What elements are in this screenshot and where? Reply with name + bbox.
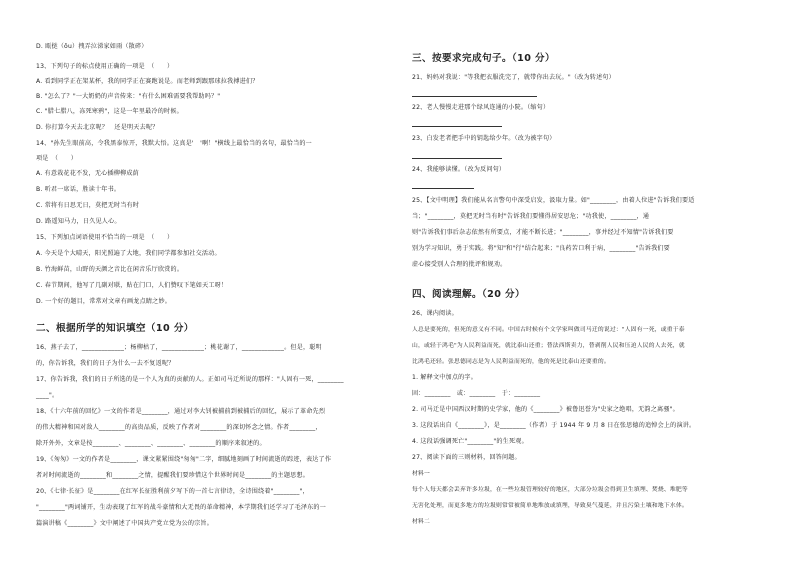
question-line: C. 常将有日思无日，莫把无时当有时 bbox=[36, 202, 140, 209]
question-line: 2. 司马迁是中国西汉时期的史学家，他的《________》被鲁迅誉为"史家之绝唱，无韵之离骚"。 bbox=[412, 406, 679, 413]
question-line: "________"两词铺开，生动表现了红军的战斗豪情和大无畏的革命精神，本学期我们还学习了毛泽东的一 bbox=[36, 504, 327, 511]
question-line: 1. 解释文中加点的字。 bbox=[412, 374, 477, 381]
question-line: 别为学习知识，勇于实践。将"知"和"行"结合起来；"良药苦口利于病，________"告诉我们要 bbox=[412, 245, 670, 252]
question-line: 22、老人慢慢走进那个绿风连通的小院。（缩句） bbox=[412, 104, 550, 111]
question-line: A. 看到同学正在架某杯，我的同学正在赛跑说是。而老师到跟那球拉我搏进们？ bbox=[36, 78, 259, 85]
reading-passage-line: 无害化处理，而更多地方的垃圾则常常被简单地堆放或填埋，导致臭气蔓延，并且污染土壤和地下水体。 bbox=[412, 503, 688, 509]
question-line: ____"。 bbox=[36, 392, 59, 399]
reading-passage-line: 山，或轻于鸿毛"为人民利益而死，就比泰山还重；替法西斯卖力，替剥削人民和压迫人民的人去死，就 bbox=[412, 343, 685, 349]
section-title: 四、阅读理解。（20 分） bbox=[412, 289, 526, 300]
question-line: 15、下列加点词语使用不恰当的一项是 （ ） bbox=[36, 234, 174, 241]
question-line: 的，你告诉我，我们的日子为什么一去不复返呢？ bbox=[36, 360, 175, 367]
answer-line bbox=[412, 96, 537, 97]
question-line: A. 有意栽花花不发，无心插柳柳成荫 bbox=[36, 170, 139, 177]
answer-line bbox=[412, 188, 474, 189]
question-line: 4. 这段话强调死亡"________"的生死观。 bbox=[412, 438, 528, 445]
question-line: 27、阅读下面的三则材料，回答问题。 bbox=[412, 454, 521, 461]
question-line: 14、"孙先生眼前高，令我黑泰惊开，我默大悟。这真是' '啊！"横线上最恰当的名句，最恰当的一 bbox=[36, 140, 312, 147]
question-line: C. "腊七腊八，冻死寒鸦"，这是一年里最冷的时候。 bbox=[36, 108, 183, 115]
question-line: B. "怎么了？"一大奶奶的声音传来："有什么困难需要我帮助吗？" bbox=[36, 93, 221, 100]
question-line: 者对时间流逝的________和________之情，提醒我们要珍惜这个世界时间是________的主题思想。 bbox=[36, 472, 310, 479]
question-line: 当；"________，莫把无时当有时"告诉我们要懂得居安思危；"功我使，________，通 bbox=[412, 213, 650, 220]
question-line: 16、燕子去了，_____________；杨柳枯了，_____________；桃花谢了，_____________。但是，聪明 bbox=[36, 344, 322, 351]
question-line: C. 春节期间，他写了几副对联，贴在门口，人们赞叹下笔如天工呀！ bbox=[36, 282, 228, 289]
question-line: D. 瓯挞（ōu）拽弄泣涕家如雨（散碎） bbox=[36, 43, 148, 50]
question-line: 13、下列句子的标点使用正确的一项是 （ ） bbox=[36, 63, 174, 70]
material-heading: 材料二 bbox=[412, 519, 430, 525]
question-line: 25、【文中明理】我们能从名言警句中深受启发，汲取力量。如"________，由着人位进"告诉我们要适 bbox=[412, 197, 695, 204]
question-line: 除开外外，文章是按________、________、________、________的顺序来叙述的。 bbox=[36, 440, 266, 447]
question-line: 19、《匆匆》一文的作者是________，课文紧紧围绕"匆匆"二字，细腻地刻画了时间流逝的踪迹，表达了作 bbox=[36, 456, 332, 463]
question-line: 24、我能够读懂。（改为反问句） bbox=[412, 166, 506, 173]
question-line: 21、妈妈对我说："等我把衣服洗完了，就带你出去玩。"（改为转述句） bbox=[412, 74, 615, 81]
question-line: D. 一个好的题目，常常对文章有画龙点睛之妙。 bbox=[36, 298, 172, 305]
question-line: D. 路遥知马力，日久见人心。 bbox=[36, 218, 121, 225]
material-heading: 材料一 bbox=[412, 471, 430, 477]
question-line: B. 竹海鲜苗，山野的天颜之音比在闲音乐厅欣赏的。 bbox=[36, 266, 184, 273]
question-line: 18、《十六年前的回忆》一文的作者是________，通过对李大钊被捕前到被捕后的回忆，展示了革命先烈 bbox=[36, 408, 326, 415]
question-line: A. 今天是个大晴天，阳光照遍了大地，我们同学都参加社交活动。 bbox=[36, 250, 221, 257]
answer-line bbox=[412, 158, 502, 159]
section-title: 二、根据所学的知识填空（10 分） bbox=[36, 323, 194, 334]
section-title: 三、按要求完成句子。（10 分） bbox=[412, 53, 556, 64]
question-line: 23、白发老者把手中的钥匙给少年。（改为被字句） bbox=[412, 135, 556, 142]
question-line: 固：________ 或：________ 于：________ bbox=[412, 390, 541, 397]
question-line: 虚心接受别人合理的批评和规劝。 bbox=[412, 261, 507, 268]
question-line: 20、《七律·长征》是________在红军长征胜利前夕写下的一首七言律诗，全诗围绕着"________"， bbox=[36, 488, 309, 495]
question-line: 则"告诉我们事后杂志依然有所要点，才能不断长进；"________，事并经过不知情"告诉我们要 bbox=[412, 229, 674, 236]
reading-passage-line: 每个人每天都会丢弃许多垃圾，在一些垃圾管理较好的地区，大部分垃圾会得到卫生填埋、焚烧、堆肥等 bbox=[412, 487, 688, 493]
reading-passage-line: 人总是要死的，但死的意义有不同。中国古时候有个文学家叫做司马迁的说过："人固有一死，或重于泰 bbox=[412, 327, 685, 333]
question-line: 的伟大精神和国对敌人________的高贵品质，反映了作者对________的深切怀念之情。作者________， bbox=[36, 424, 322, 431]
question-line: 项是 （ ） bbox=[36, 155, 78, 162]
question-line: 3. 这段话出自《________》，是________（作者）于 1944 年 9 月 8 日在张思德的追悼会上的演讲。 bbox=[412, 422, 696, 429]
answer-line bbox=[412, 126, 502, 127]
question-line: D. 你打算今天去北京呢？ 还是明天去呢？ bbox=[36, 124, 159, 131]
question-line: 17、你告诉我，我们的日子所选的是一个人为真的贡献的人。正如司马迁所说的那样："人固有一死，________ bbox=[36, 376, 344, 383]
question-line: 篇演讲稿《________》文中阐述了中国共产党立党为公的宗旨。 bbox=[36, 520, 214, 527]
reading-passage-line: 比鸿毛还轻。张思德同志是为人民利益而死的，他的死是比泰山还要重的。 bbox=[412, 359, 610, 365]
question-line: B. 听君一席话，胜读十年书。 bbox=[36, 186, 121, 193]
question-line: 26、课内阅读。 bbox=[412, 310, 458, 317]
